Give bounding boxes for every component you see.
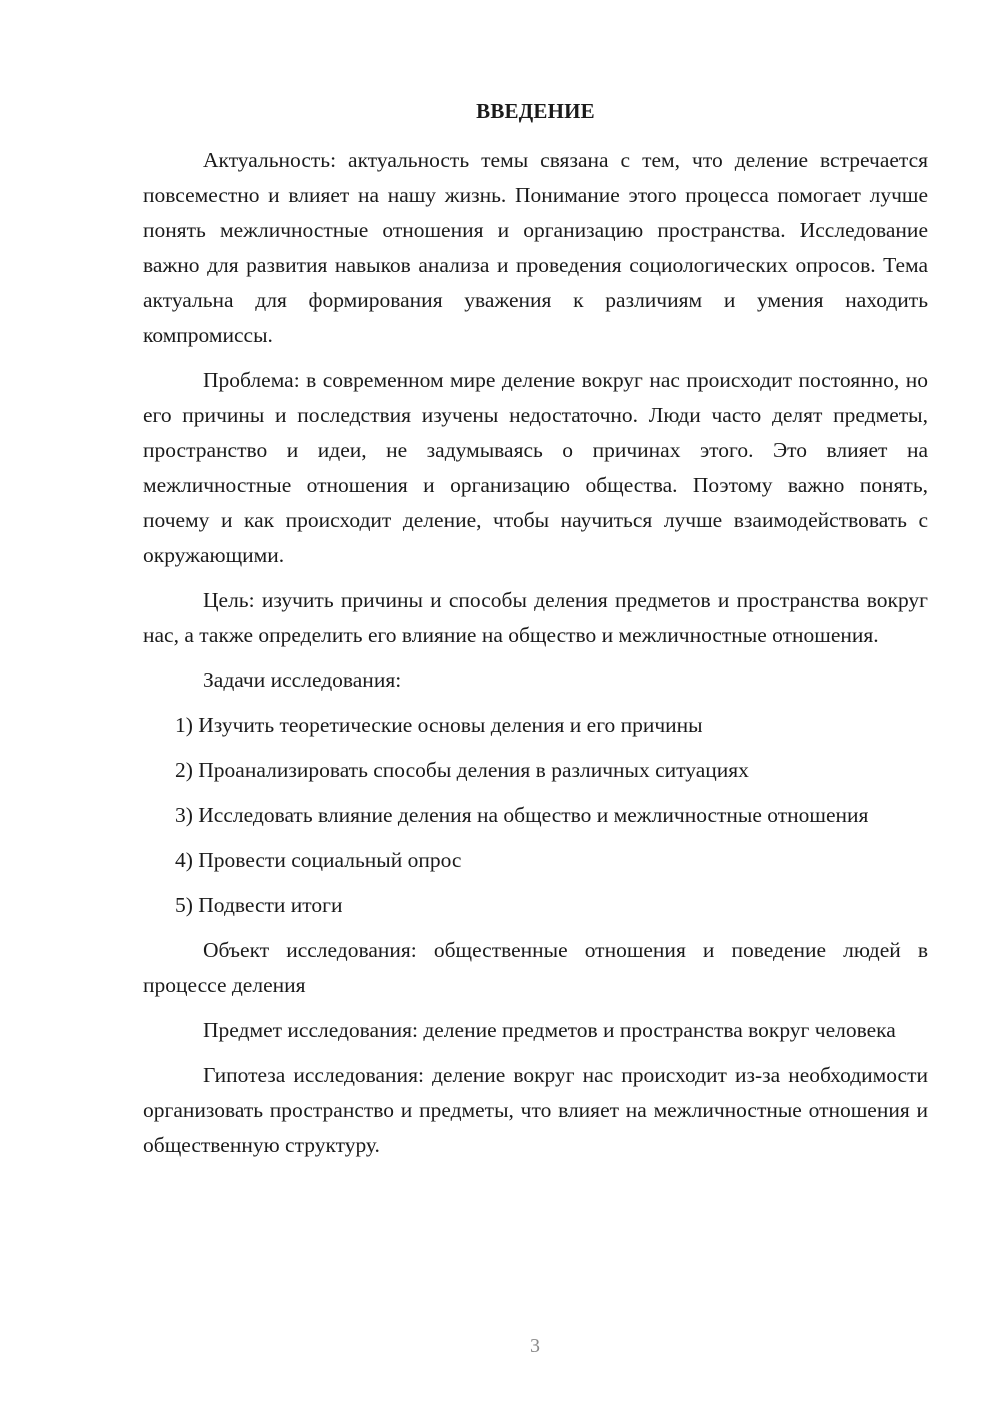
tasks-heading: Задачи исследования: [203,668,402,692]
task-item: 4) Провести социальный опрос [175,848,462,872]
paragraph-object: Объект исследования: общественные отношения и поведение людей в процессе деления [143,938,928,997]
task-item: 5) Подвести итоги [175,893,343,917]
section-body [143,143,928,1173]
task-item: 2) Проанализировать способы деления в различных ситуациях [175,758,749,782]
task-item: 1) Изучить теоретические основы деления и его причины [175,713,703,737]
paragraph-subject: Предмет исследования: деление предметов и пространства вокруг человека [203,1018,896,1042]
section-title: ВВЕДЕНИЕ [476,99,595,123]
paragraph-relevance: Актуальность: актуальность темы связана с тем, что деление встречается повсеместно и влияет на нашу жизнь. Понимание этого процесса помогает лучше понять межличностные отношения и организацию пространства. Исследование важно для развития навыков анализа и проведения социологических опросов. Тема актуальна для формирования уважения к различиям и умения находить компромиссы. [143,148,928,347]
task-item: 3) Исследовать влияние деления на общество и межличностные отношения [175,803,869,827]
paragraph-hypothesis: Гипотеза исследования: деление вокруг нас происходит из-за необходимости организовать пространство и предметы, что влияет на межличностные отношения и общественную структуру. [143,1063,928,1157]
page-number: 3 [530,1335,540,1357]
paragraph-problem: Проблема: в современном мире деление вокруг нас происходит постоянно, но его причины и последствия изучены недостаточно. Люди часто делят предметы, пространство и идеи, не задумываясь о причинах этого. Это влияет на межличностные отношения и организацию общества. Поэтому важно понять, почему и как происходит деление, чтобы научиться лучше взаимодействовать с окружающими. [143,368,928,567]
paragraph-goal: Цель: изучить причины и способы деления предметов и пространства вокруг нас, а также определить его влияние на общество и межличностные отношения. [143,588,928,647]
